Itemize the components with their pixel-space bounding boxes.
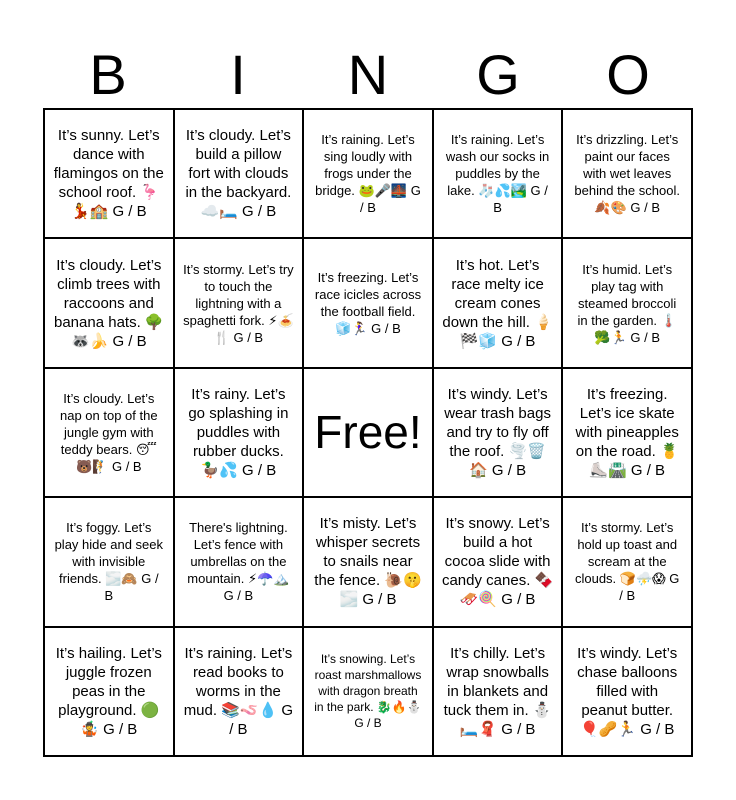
header-letter-o: O: [606, 43, 650, 106]
bingo-cell[interactable]: [434, 628, 564, 757]
cell-text: It’s stormy. Let’s try to touch the lightning with a spaghetti fork. ⚡🍝🍴 G / B: [183, 261, 294, 345]
cell-text: It’s cloudy. Let’s build a pillow fort with clouds in the backyard. ☁️🛏️ G / B: [185, 127, 292, 221]
bingo-cell[interactable]: [563, 498, 693, 627]
header-letter-n: N: [347, 43, 389, 106]
bingo-cell[interactable]: [45, 369, 175, 498]
cell-text: It’s sunny. Let’s dance with flamingos on the school roof. 🦩💃🏫 G / B: [53, 127, 164, 221]
cell-text: It’s chilly. Let’s wrap snowballs in blankets and tuck them in. ⛄🛏️🧣 G / B: [443, 644, 552, 738]
bingo-cell[interactable]: [45, 239, 175, 368]
free-space-label: Free!: [314, 406, 422, 459]
bingo-cell[interactable]: [563, 110, 693, 239]
bingo-cell[interactable]: [304, 110, 434, 239]
bingo-cell[interactable]: [304, 239, 434, 368]
bingo-cell[interactable]: [304, 498, 434, 627]
header-letter-i: I: [230, 43, 246, 106]
cell-text: It’s freezing. Let’s ice skate with pineapples on the road. 🍍⛸️🛣️ G / B: [575, 385, 679, 479]
bingo-grid: [43, 108, 693, 757]
cell-text: It’s hot. Let’s race melty ice cream cones down the hill. 🍦🏁🧊 G / B: [442, 256, 553, 350]
cell-text: It’s snowing. Let’s roast marshmallows with dragon breath in the park. 🐉🔥⛄ G / B: [314, 652, 422, 731]
header-letter-g: G: [476, 43, 520, 106]
free-space[interactable]: [304, 369, 434, 498]
bingo-cell[interactable]: [175, 498, 305, 627]
cell-text: It’s stormy. Let’s hold up toast and scream at the clouds. 🍞⛈️😱 G / B: [574, 520, 680, 604]
bingo-cell[interactable]: [563, 239, 693, 368]
bingo-cell[interactable]: [45, 628, 175, 757]
cell-text: It’s misty. Let’s whisper secrets to snails near the fence. 🐌🤫🌫️ G / B: [314, 515, 422, 609]
cell-text: It’s humid. Let’s play tag with steamed broccoli in the garden. 🌡️🥦🏃 G / B: [577, 261, 677, 345]
cell-text: It’s freezing. Let’s race icicles across the football field. 🧊🏃‍♀️ G / B: [314, 270, 422, 337]
cell-text: It’s cloudy. Let’s climb trees with raccoons and banana hats. 🌳🦝🍌 G / B: [54, 256, 164, 350]
cell-text: It’s raining. Let’s read books to worms in the mud. 📚🪱💧 G / B: [183, 644, 294, 738]
bingo-cell[interactable]: [563, 369, 693, 498]
cell-text: It’s raining. Let’s wash our socks in puddles by the lake. 🧦💦🏞️ G / B: [445, 132, 550, 216]
bingo-cell[interactable]: [434, 498, 564, 627]
bingo-cell[interactable]: [175, 628, 305, 757]
bingo-header: [43, 44, 693, 106]
bingo-cell[interactable]: [434, 239, 564, 368]
cell-text: There's lightning. Let’s fence with umbrellas on the mountain. ⚡☂️🏔️ G / B: [187, 520, 290, 604]
bingo-cell[interactable]: [175, 110, 305, 239]
bingo-cell[interactable]: [563, 628, 693, 757]
bingo-cell[interactable]: [434, 369, 564, 498]
cell-text: It’s windy. Let’s chase balloons filled with peanut butter. 🎈🥜🏃 G / B: [577, 644, 678, 738]
bingo-cell[interactable]: [304, 628, 434, 757]
bingo-cell[interactable]: [45, 110, 175, 239]
cell-text: It’s raining. Let’s sing loudly with frogs under the bridge. 🐸🎤🌉 G / B: [315, 132, 421, 216]
header-letter-b: B: [89, 43, 127, 106]
cell-text: It’s snowy. Let’s build a hot cocoa slide with candy canes. 🍫🛷🍭 G / B: [441, 515, 554, 609]
bingo-cell[interactable]: [175, 369, 305, 498]
cell-text: It’s windy. Let’s wear trash bags and try to fly off the roof. 🌪️🗑️🏠 G / B: [444, 385, 551, 479]
bingo-cell[interactable]: [175, 239, 305, 368]
cell-text: It’s drizzling. Let’s paint our faces with wet leaves behind the school. 🍂🎨 G / B: [574, 132, 680, 216]
cell-text: It’s foggy. Let’s play hide and seek with invisible friends. 🌫️🙈 G / B: [54, 520, 163, 604]
cell-text: It’s hailing. Let’s juggle frozen peas in the playground. 🟢🤹 G / B: [55, 644, 162, 738]
cell-text: It’s cloudy. Let’s nap on top of the jungle gym with teddy bears. 😴🐻🧗 G / B: [60, 390, 158, 474]
bingo-cell[interactable]: [45, 498, 175, 627]
bingo-cell[interactable]: [434, 110, 564, 239]
cell-text: It’s rainy. Let’s go splashing in puddles with rubber ducks. 🦆💦 G / B: [188, 385, 289, 479]
